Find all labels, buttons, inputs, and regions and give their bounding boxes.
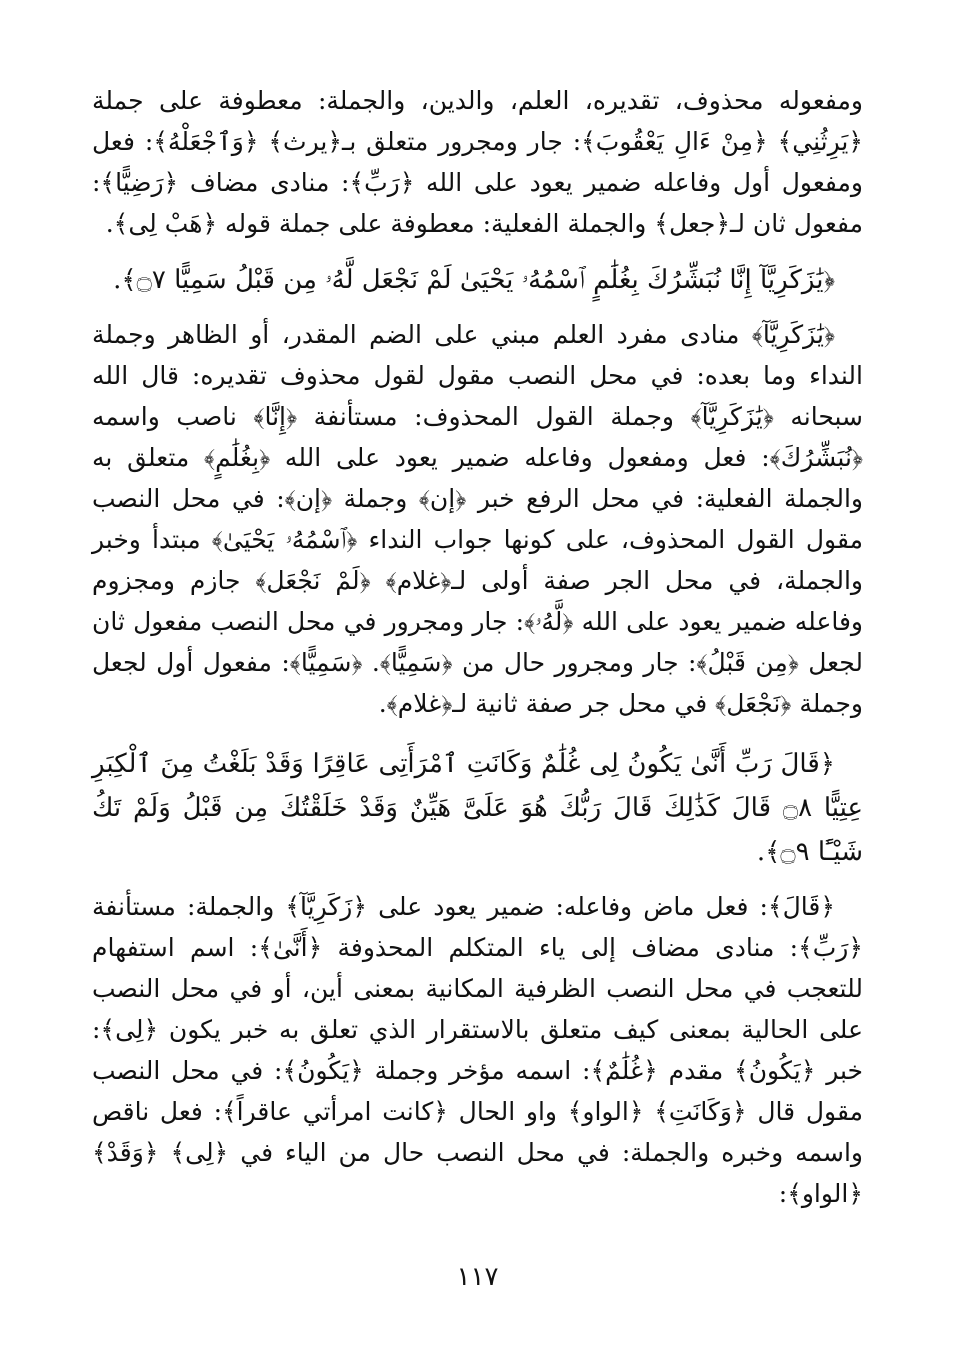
quran-verses-8-9: ﴿قَالَ رَبِّ أَنَّىٰ يَكُونُ لِى غُلَٰمٌ وَكَانَتِ ٱمْرَأَتِى عَاقِرًا وَقَدْ بَلَغْتُ مِنَ ٱلْكِبَرِ عِتِيًّا ۝٨ قَالَ كَذَٰلِكَ قَالَ رَبُّكَ هُوَ عَلَىَّ هَيِّنٌ وَقَدْ خَلَقْتُكَ مِن قَبْلُ وَلَمْ تَكُ شَيْـًٔا ۝٩﴾. xyxy=(92,749,863,867)
quran-verse-7: ﴿يَٰزَكَرِيَّآ إِنَّا نُبَشِّرُكَ بِغُلَٰمٍ ٱسْمُهُۥ يَحْيَىٰ لَمْ نَجْعَل لَّهُۥ مِن قَبْلُ سَمِيًّا ۝٧﴾. xyxy=(113,265,835,295)
page-number: ١١٧ xyxy=(456,1262,499,1292)
commentary-paragraph-verses-8-9: ﴿قَالَ﴾: فعل ماض وفاعله: ضمير يعود على ﴿زَكَرِيَّآ﴾ والجملة: مستأنفة ﴿رَبِّ﴾: منادى مضاف إلى ياء المتكلم المحذوفة ﴿أَنَّىٰ﴾: اسم استفهام للتعجب في محل النصب الظرفية المكانية بمعنى أين، أو في محل النصب على الحالية بمعنى كيف متعلق بالاستقرار الذي تعلق به خبر يكون ﴿لِى﴾: خبر ﴿يَكُونُ﴾ مقدم ﴿غُلَٰمٌ﴾: اسمه مؤخر وجملة ﴿يَكُونُ﴾: في محل النصب مقول قال ﴿وَكَانَتِ﴾ ﴿الواو﴾ واو الحال ﴿كانت امرأتي عاقراً﴾: فعل ناقص واسمه وخبره والجملة: في محل النصب حال من الياء في ﴿لِى﴾ ﴿وَقَدْ﴾ ﴿الواو﴾: xyxy=(92,892,863,1208)
page-body xyxy=(92,80,863,1214)
commentary-paragraph-continued: ومفعوله محذوف، تقديره، العلم، والدين، والجملة: معطوفة على جملة ﴿يَرِثُنِي﴾ ﴿مِنْ ءَالِ يَعْقُوبَ﴾: جار ومجرور متعلق بـ﴿يرث﴾ ﴿وَٱجْعَلْهُ﴾: فعل ومفعول أول وفاعله ضمير يعود على الله ﴿رَبِّ﴾: منادى مضاف ﴿رَضِيًّا﴾: مفعول ثان لـ﴿جعل﴾ والجملة الفعلية: معطوفة على جملة قوله ﴿هَبْ لِى﴾. xyxy=(92,86,863,238)
commentary-paragraph-verse-7: ﴿يَٰزَكَرِيَّآ﴾ منادى مفرد العلم مبني على الضم المقدر، أو الظاهر وجملة النداء وما بعده: في محل النصب مقول لقول محذوف تقديره: قال الله سبحانه ﴿يَٰزَكَرِيَّآ﴾ وجملة القول المحذوف: مستأنفة ﴿إِنَّا﴾ ناصب واسمه ﴿نُبَشِّرُكَ﴾: فعل ومفعول وفاعله ضمير يعود على الله ﴿بِغُلَٰمٍ﴾ متعلق به والجملة الفعلية: في محل الرفع خبر ﴿إن﴾ وجملة ﴿إن﴾: في محل النصب مقول القول المحذوف، على كونها جواب النداء ﴿ٱسْمُهُۥ يَحْيَىٰ﴾ مبتدأ وخبر والجملة، في محل الجر صفة أولى لـ﴿غلام﴾ ﴿لَمْ نَجْعَل﴾ جازم ومجزوم وفاعله ضمير يعود على الله ﴿لَّهُۥ﴾: جار ومجرور في محل النصب مفعول ثان لجعل ﴿مِن قَبْلُ﴾: جار ومجرور حال من ﴿سَمِيًّا﴾. ﴿سَمِيًّا﴾: مفعول أول لجعل وجملة ﴿نَجْعَل﴾ في محل جر صفة ثانية لـ﴿غلام﴾. xyxy=(92,320,863,718)
